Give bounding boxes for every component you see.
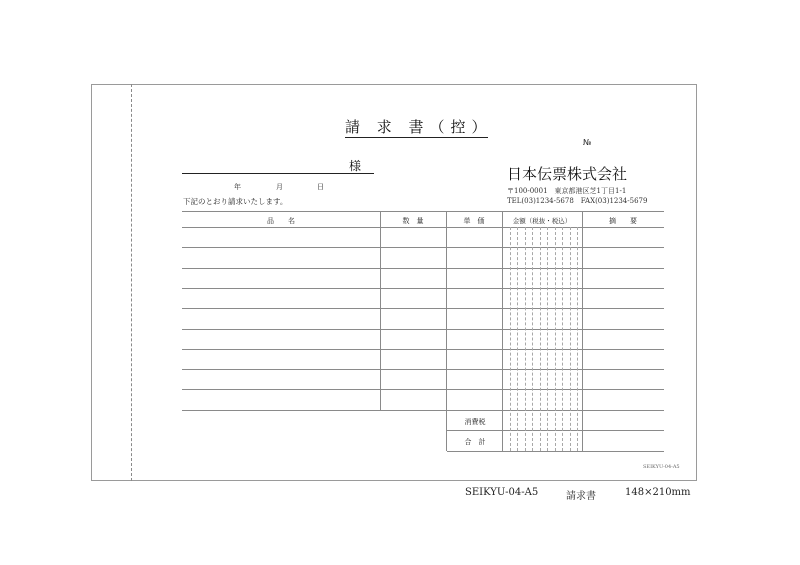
document-title: 請 求 書（控） <box>345 118 493 136</box>
caption-name: 請求書 <box>566 491 596 502</box>
digit-guide-rule <box>555 227 556 451</box>
header-unit-price: 単 価 <box>463 217 485 225</box>
digit-guide-rule <box>570 227 571 451</box>
column-rule <box>502 211 503 451</box>
summary-row-rule <box>447 451 664 452</box>
header-amount: 金額（税抜・税込） <box>512 217 572 225</box>
title-underline <box>345 137 488 138</box>
date-day-label: 日 <box>317 183 324 191</box>
digit-guide-rule <box>540 227 541 451</box>
column-rule <box>446 211 447 451</box>
column-rule <box>582 211 583 451</box>
table-row-rule <box>182 247 664 248</box>
table-row-rule <box>182 349 664 350</box>
perforation-line <box>131 84 132 481</box>
table-row-rule <box>182 369 664 370</box>
recipient-suffix: 様 <box>349 159 362 173</box>
caption-code: SEIKYU-04-A5 <box>465 487 539 498</box>
digit-guide-rule <box>517 227 518 451</box>
table-row-rule <box>182 329 664 330</box>
form-code-small: SEIKYU-04-A5 <box>643 464 680 470</box>
header-item: 品 名 <box>267 217 295 225</box>
intro-text: 下記のとおり請求いたします。 <box>183 197 288 206</box>
table-row-rule <box>182 308 664 309</box>
issuer-address: 〒100-0001 東京都港区芝1丁目1-1 <box>507 187 627 195</box>
digit-guide-rule <box>532 227 533 451</box>
total-label: 合 計 <box>464 438 486 446</box>
caption-size: 148×210mm <box>625 487 691 498</box>
digit-guide-rule <box>525 227 526 451</box>
table-row-rule <box>182 389 664 390</box>
date-year-label: 年 <box>234 183 241 191</box>
number-label: № <box>583 138 592 147</box>
tax-label: 消費税 <box>464 418 486 426</box>
digit-guide-rule <box>577 227 578 451</box>
table-row-rule <box>182 268 664 269</box>
header-bottom-rule <box>182 227 664 228</box>
digit-guide-rule <box>547 227 548 451</box>
table-top-rule <box>182 211 664 212</box>
column-rule <box>380 211 381 410</box>
invoice-form-sheet <box>91 84 697 481</box>
digit-guide-rule <box>562 227 563 451</box>
header-quantity: 数 量 <box>402 217 424 225</box>
issuer-contact: TEL(03)1234-5678 FAX(03)1234-5679 <box>507 197 648 205</box>
digit-guide-rule <box>510 227 511 451</box>
header-remarks: 摘 要 <box>609 217 637 225</box>
table-row-rule <box>182 288 664 289</box>
recipient-line <box>182 173 374 174</box>
table-row-rule <box>182 410 664 411</box>
issuer-company: 日本伝票株式会社 <box>507 165 628 183</box>
date-month-label: 月 <box>276 183 283 191</box>
